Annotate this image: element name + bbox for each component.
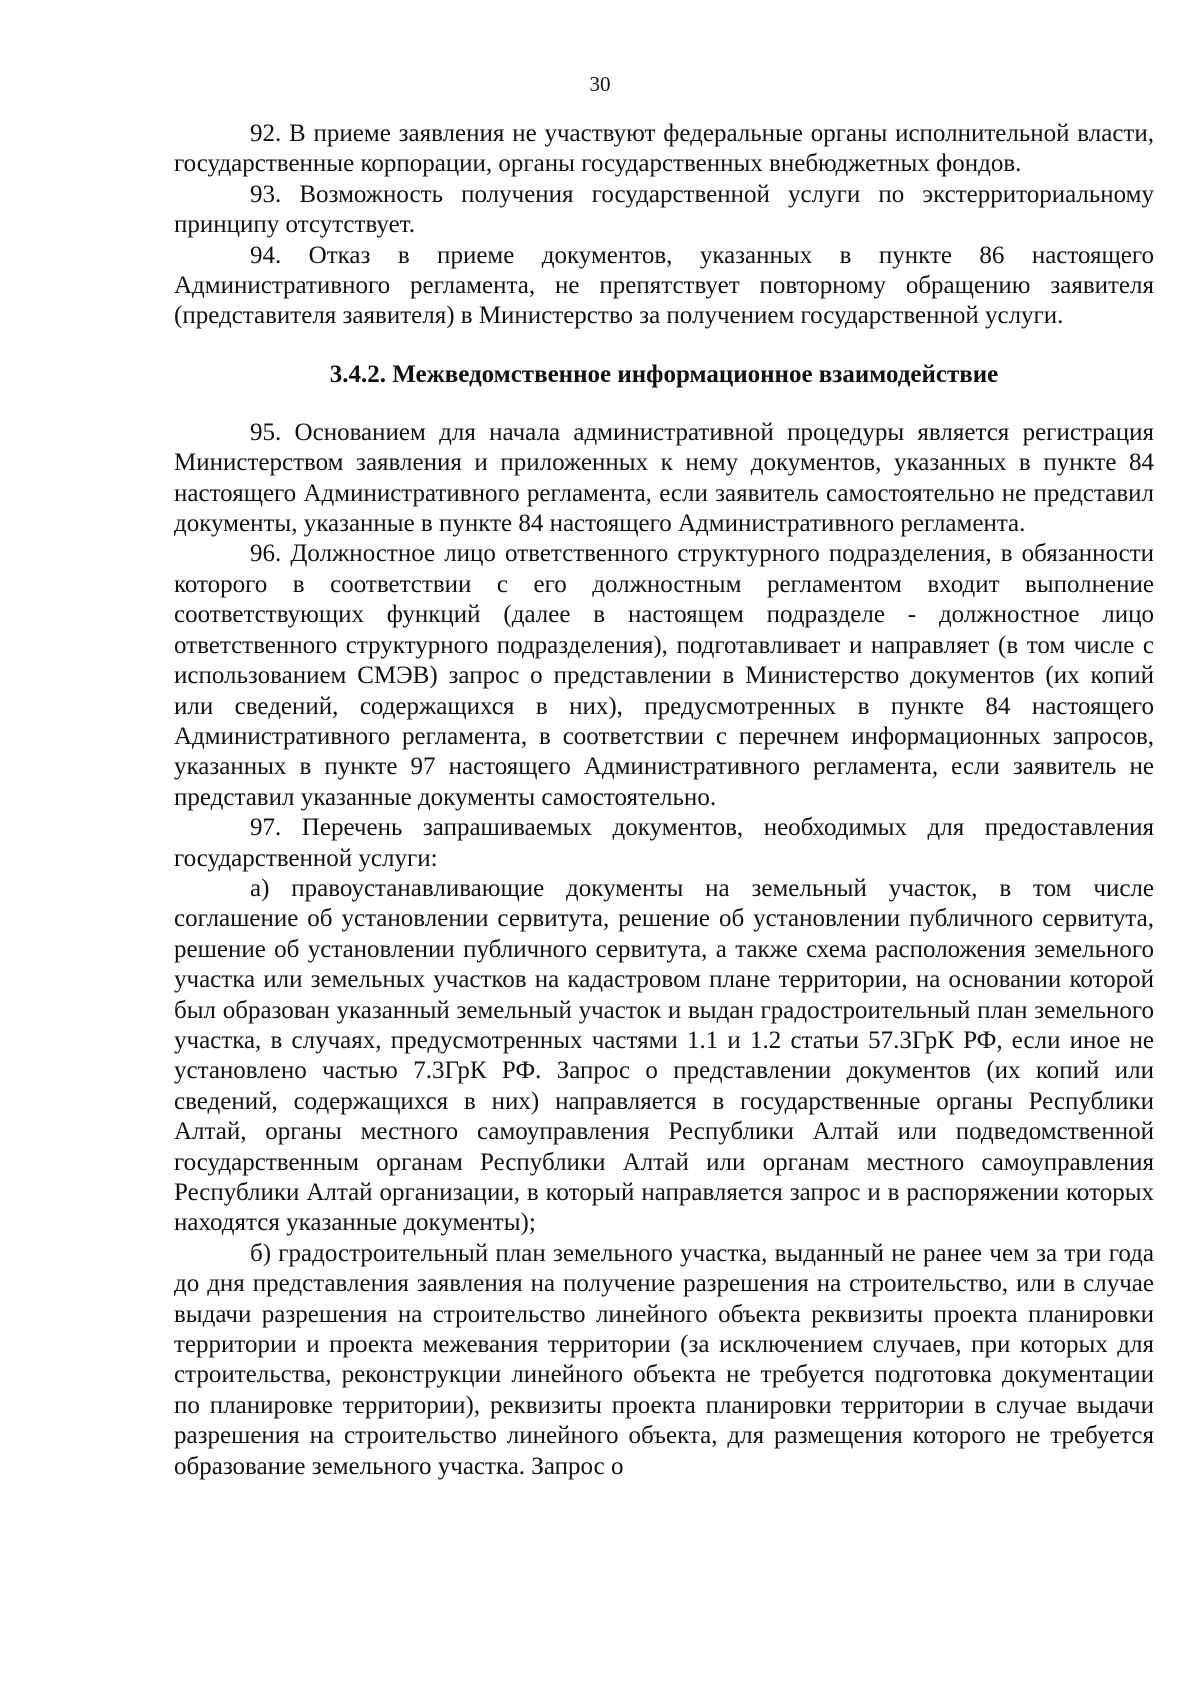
paragraph-93: 93. Возможность получения государственной услуги по экстерриториальному принципу отсутствует. xyxy=(174,180,1154,239)
paragraph-97-b: б) градостроительный план земельного участка, выданный не ранее чем за три года до дня представления заявления на получение разрешения на строительство, или в случае выдачи разрешения на строительство линейного объекта реквизиты проекта планировки территории и проекта межевания территории (за исключением случаев, при которых для строительства, реконструкции линейного объекта не требуется подготовка документации по планировке территории), реквизиты проекта планировки территории в случае выдачи разрешения на строительство линейного объекта, для размещения которого не требуется образование земельного участка. Запрос о xyxy=(174,1239,1154,1480)
paragraph-97: 97. Перечень запрашиваемых документов, необходимых для предоставления государственной услуги: xyxy=(174,814,1154,872)
page-number: 30 xyxy=(589,72,611,96)
document-body xyxy=(174,119,1154,1482)
section-heading: 3.4.2. Межведомственное информационное взаимодействие xyxy=(329,360,999,388)
paragraph-96: 96. Должностное лицо ответственного структурного подразделения, в обязанности которого в соответствии с его должностным регламентом входит выполнение соответствующих функций (далее в настоящем подразделе - должностное лицо ответственного структурного подразделения), подготавливает и направляет (в том числе с использованием СМЭВ) запрос о представлении в Министерство документов (их копий или сведений, содержащихся в них), предусмотренных в пункте 84 настоящего Административного регламента, в соответствии с перечнем информационных запросов, указанных в пункте 97 настоящего Административного регламента, если заявитель не представил указанные документы самостоятельно. xyxy=(174,540,1154,811)
paragraph-95: 95. Основанием для начала административной процедуры является регистрация Министерством заявления и приложенных к нему документов, указанных в пункте 84 настоящего Административного регламента, если заявитель самостоятельно не представил документы, указанные в пункте 84 настоящего Административного регламента. xyxy=(174,418,1154,538)
paragraph-92: 92. В приеме заявления не участвуют федеральные органы исполнительной власти, государственные корпорации, органы государственных внебюджетных фондов. xyxy=(174,120,1154,178)
paragraph-97-a: а) правоустанавливающие документы на земельный участок, в том числе соглашение об установлении сервитута, решение об установлении публичного сервитута, решение об установлении публичного сервитута, а также схема расположения земельного участка или земельных участков на кадастровом плане территории, на основании которой был образован указанный земельный участок и выдан градостроительный план земельного участка, в случаях, предусмотренных частями 1.1 и 1.2 статьи 57.3ГрК РФ, если иное не установлено частью 7.3ГрК РФ. Запрос о представлении документов (их копий или сведений, содержащихся в них) направляется в государственные органы Республики Алтай, органы местного самоуправления Республики Алтай или подведомственной государственным органам Республики Алтай или органам местного самоуправления Республики Алтай организации, в который направляется запрос и в распоряжении которых находятся указанные документы); xyxy=(174,874,1154,1237)
paragraph-94: 94. Отказ в приеме документов, указанных в пункте 86 настоящего Административного регламента, не препятствует повторному обращению заявителя (представителя заявителя) в Министерство за получением государственной услуги. xyxy=(174,241,1154,330)
